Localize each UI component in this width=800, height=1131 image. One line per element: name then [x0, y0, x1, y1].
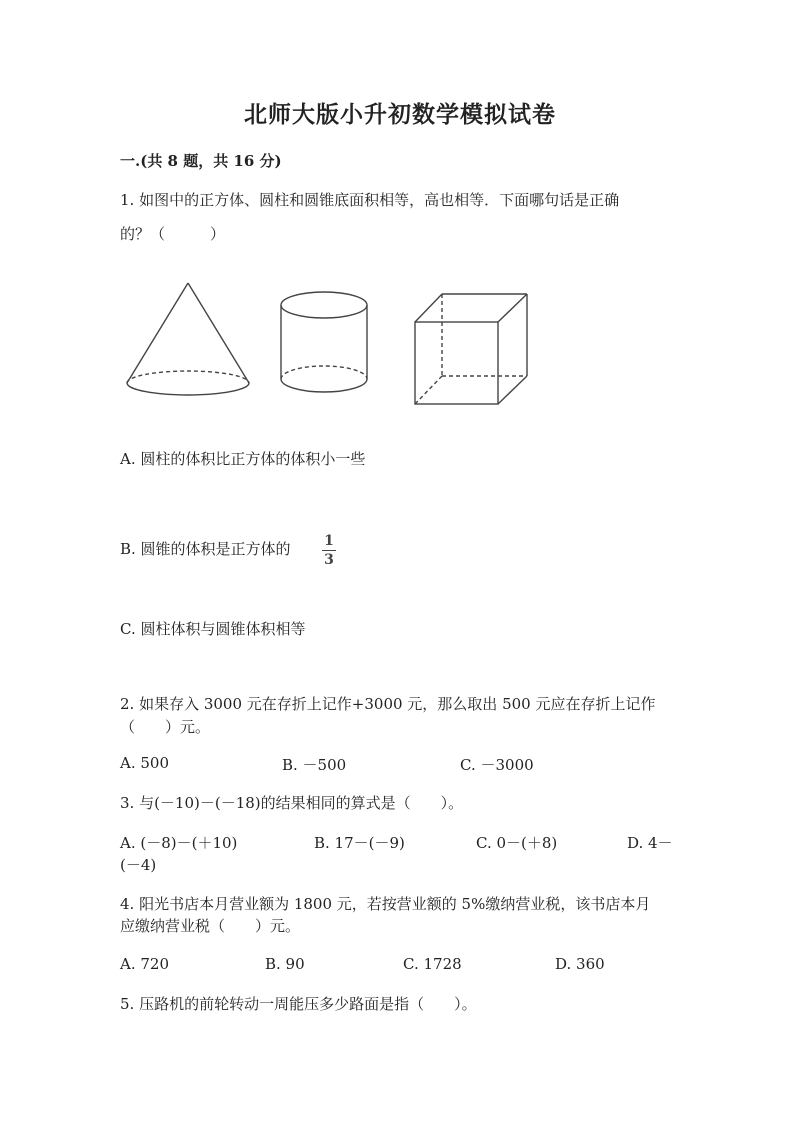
- question-3-option-d: D. 4－: [627, 834, 673, 852]
- section-heading: 一.(共 8 题，共 16 分): [120, 152, 282, 170]
- question-4-line-1: 4. 阳光书店本月营业额为 1800 元，若按营业额的 5%缴纳营业税，该书店本月: [120, 895, 651, 913]
- question-5-line-1: 5. 压路机的前轮转动一周能压多少路面是指（ ）。: [120, 995, 477, 1013]
- question-2-line-2: （ ）元。: [120, 718, 211, 736]
- question-4-option-a: A. 720: [120, 955, 169, 973]
- question-3-option-b: B. 17－(－9): [314, 834, 405, 852]
- question-4-option-d: D. 360: [555, 955, 605, 973]
- question-2-line-1: 2. 如果存入 3000 元在存折上记作+3000 元，那么取出 500 元应在存折上记作: [120, 695, 656, 713]
- question-3-option-a: A. (－8)－(＋10): [120, 834, 238, 852]
- question-4-line-2: 应缴纳营业税（ ）元。: [120, 917, 301, 935]
- page-title: 北师大版小升初数学模拟试卷: [244, 101, 556, 128]
- question-2-option-b: B. －500: [282, 756, 347, 774]
- question-1-option-c: C. 圆柱体积与圆锥体积相等: [120, 620, 306, 638]
- fraction-numerator: 1: [324, 533, 334, 549]
- fraction-bar: [322, 550, 336, 551]
- question-1-option-a: A. 圆柱的体积比正方体的体积小一些: [120, 450, 366, 468]
- question-2-option-a: A. 500: [120, 754, 169, 772]
- question-1-option-b: B. 圆锥的体积是正方体的: [120, 540, 291, 558]
- fraction-denominator: 3: [324, 552, 334, 568]
- question-4-option-c: C. 1728: [403, 955, 462, 973]
- question-1-line-1: 1. 如图中的正方体、圆柱和圆锥底面积相等，高也相等．下面哪句话是正确: [120, 191, 620, 209]
- question-2-option-c: C. －3000: [460, 756, 534, 774]
- cube-icon: [415, 294, 527, 404]
- fraction-one-third: [320, 533, 338, 568]
- cylinder-icon: [281, 292, 367, 392]
- geometry-figures: [118, 275, 538, 410]
- question-1-line-2: 的？（ ）: [120, 225, 226, 243]
- question-3-line-1: 3. 与(－10)－(－18)的结果相同的算式是（ ）。: [120, 794, 464, 812]
- question-3-option-d-cont: (－4): [120, 856, 157, 874]
- cone-icon: [127, 283, 249, 395]
- question-4-option-b: B. 90: [265, 955, 305, 973]
- question-3-option-c: C. 0－(＋8): [476, 834, 558, 852]
